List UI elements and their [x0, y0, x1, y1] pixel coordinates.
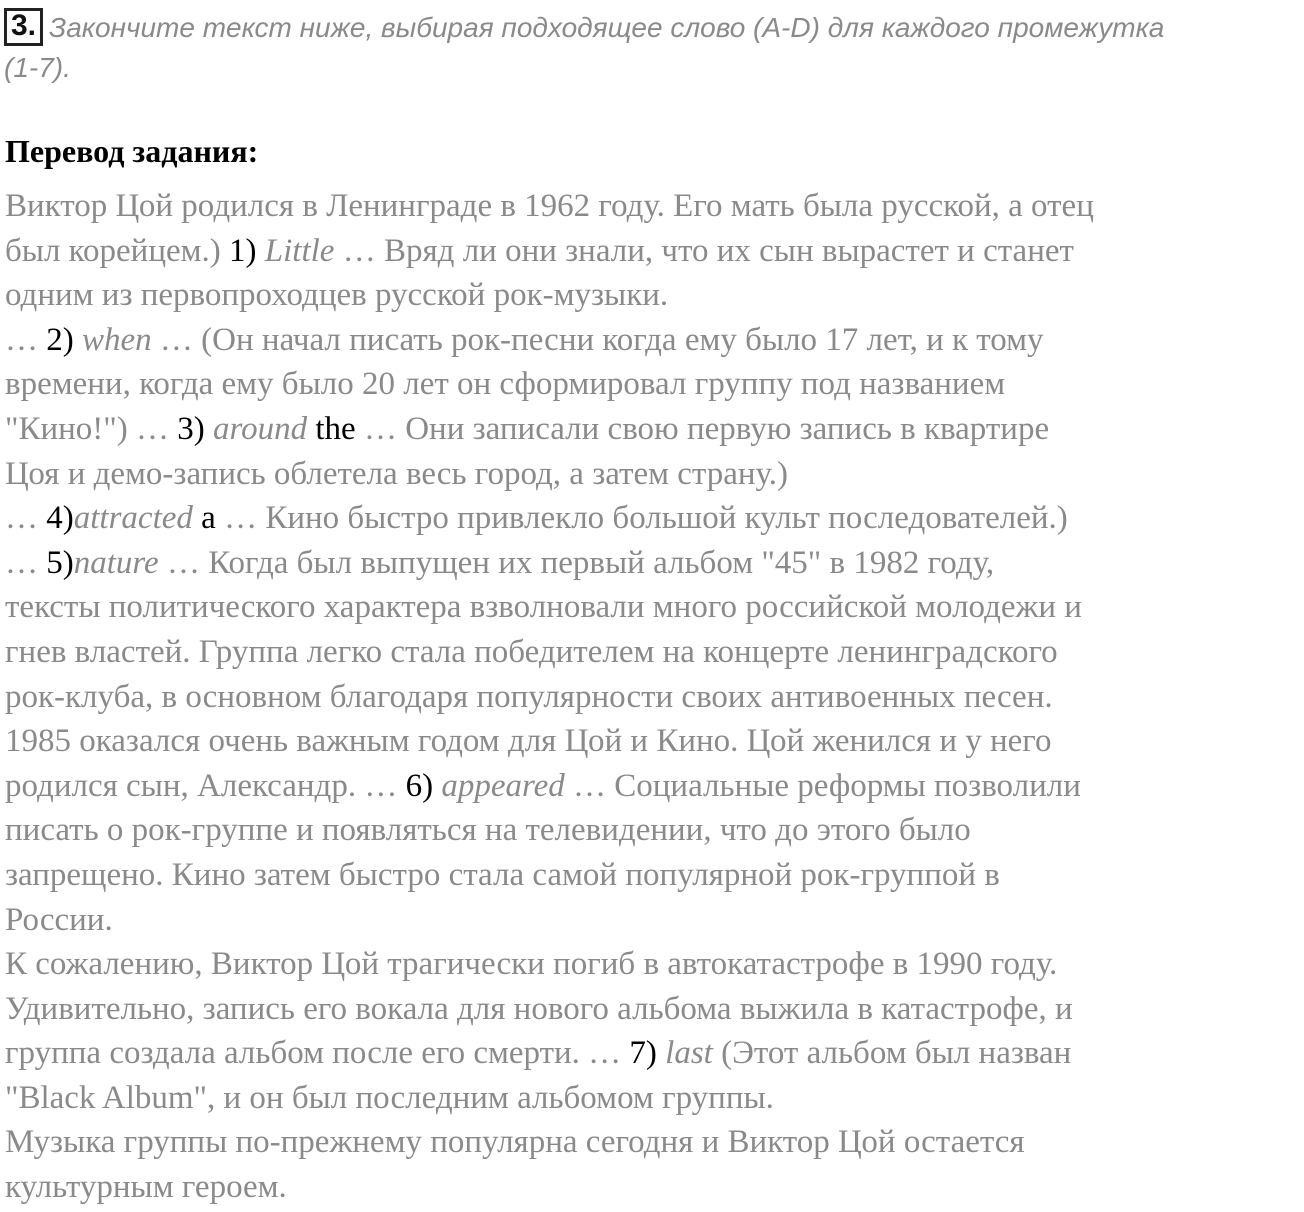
translation-body	[5, 184, 1304, 1210]
text-segment: … Вряд ли они знали, что их сын вырастет и станет	[334, 232, 1074, 269]
text-segment: …	[5, 321, 47, 358]
answer-word: appeared	[441, 767, 565, 804]
text-segment: …	[5, 544, 47, 581]
answer-word: when	[82, 321, 152, 358]
text-segment: времени, когда ему было 20 лет он сформировал группу под названием	[5, 366, 1006, 403]
text-line	[5, 1120, 1304, 1165]
gap-number: 2)	[46, 321, 82, 358]
answer-word: nature	[73, 544, 159, 581]
text-line	[5, 764, 1304, 809]
text-line	[5, 362, 1304, 407]
text-line	[5, 675, 1304, 720]
text-segment: … Социальные реформы позволили	[564, 767, 1081, 804]
text-line	[5, 719, 1304, 764]
answer-word: last	[665, 1035, 713, 1072]
task-instruction-line-2: (1-7).	[4, 52, 71, 83]
gap-number: 1)	[229, 232, 265, 269]
text-segment: (Этот альбом был назван	[712, 1035, 1072, 1072]
text-segment: группа создала альбом после его смерти. …	[5, 1035, 630, 1072]
text-segment: культурным героем.	[5, 1169, 287, 1206]
gap-number: 4)	[46, 500, 74, 537]
text-segment: …	[5, 500, 47, 537]
text-segment: Музыка группы по-прежнему популярна сегодня и Виктор Цой остается	[5, 1124, 1025, 1161]
text-segment: рок-клуба, в основном благодаря популярности своих антивоенных песен.	[5, 678, 1053, 715]
gap-number: 3)	[177, 410, 214, 447]
text-segment: писать о рок-группе и появляться на телевидении, что до этого было	[5, 812, 971, 849]
text-segment: … Они записали свою первую запись в квартире	[355, 410, 1050, 447]
text-segment: "Black Album", и он был последним альбомом группы.	[5, 1079, 774, 1116]
text-segment: … Кино быстро привлекло большой культ последователей.)	[215, 500, 1068, 537]
task-header	[4, 8, 1300, 88]
text-line	[5, 452, 1304, 497]
text-segment: К сожалению, Виктор Цой трагически погиб в автокатастрофе в 1990 году.	[5, 946, 1058, 983]
text-line	[5, 184, 1304, 229]
text-line	[5, 229, 1304, 274]
text-line	[5, 585, 1304, 630]
task-instruction	[4, 12, 1164, 83]
text-segment: запрещено. Кино затем быстро стала самой популярной рок-группой в	[5, 856, 1000, 893]
answer-word: Little	[264, 232, 335, 269]
text-line	[5, 853, 1304, 898]
text-line	[5, 407, 1304, 452]
text-line	[5, 1076, 1304, 1121]
text-segment: России.	[5, 901, 113, 938]
gap-number: 6)	[405, 767, 442, 804]
gap-number: a	[192, 500, 216, 537]
text-line	[5, 541, 1304, 586]
text-line	[5, 987, 1304, 1032]
text-line	[5, 942, 1304, 987]
task-number-box: 3.	[4, 8, 43, 46]
text-line	[5, 630, 1304, 675]
text-segment: … (Он начал писать рок-песни когда ему было 17 лет, и к тому	[151, 321, 1044, 358]
text-line	[5, 898, 1304, 943]
text-segment: … Когда был выпущен их первый альбом "45" в 1982 году,	[158, 544, 995, 581]
text-segment: гнев властей. Группа легко стала победителем на концерте ленинградского	[5, 633, 1058, 670]
text-segment: Удивительно, запись его вокала для нового альбома выжила в катастрофе, и	[5, 990, 1073, 1027]
answer-word: around	[213, 410, 308, 447]
text-segment: был корейцем.)	[5, 232, 230, 269]
gap-number: the	[307, 410, 356, 447]
gap-number: 5)	[46, 544, 74, 581]
task-instruction-line-1: Закончите текст ниже, выбирая подходящее слово (A-D) для каждого промежутка	[49, 12, 1165, 43]
text-segment: "Кино!") …	[5, 410, 178, 447]
text-segment: тексты политического характера взволновали много российской молодежи и	[5, 589, 1082, 626]
text-line	[5, 273, 1304, 318]
text-segment: Цоя и демо-запись облетела весь город, а затем страну.)	[5, 455, 788, 492]
gap-number: 7)	[629, 1035, 666, 1072]
text-line	[5, 496, 1304, 541]
text-line	[5, 808, 1304, 853]
text-segment: одним из первопроходцев русской рок-музыки.	[5, 277, 669, 314]
text-segment: Виктор Цой родился в Ленинграде в 1962 году. Его мать была русской, а отец	[5, 188, 1094, 224]
answer-word: attracted	[73, 500, 193, 537]
text-line	[5, 1165, 1304, 1210]
text-segment: 1985 оказался очень важным годом для Цой и Кино. Цой женился и у него	[5, 723, 1052, 760]
translation-heading: Перевод задания:	[5, 133, 259, 169]
text-line	[5, 318, 1304, 363]
text-line	[5, 1031, 1304, 1076]
text-segment: родился сын, Александр. …	[5, 767, 406, 804]
